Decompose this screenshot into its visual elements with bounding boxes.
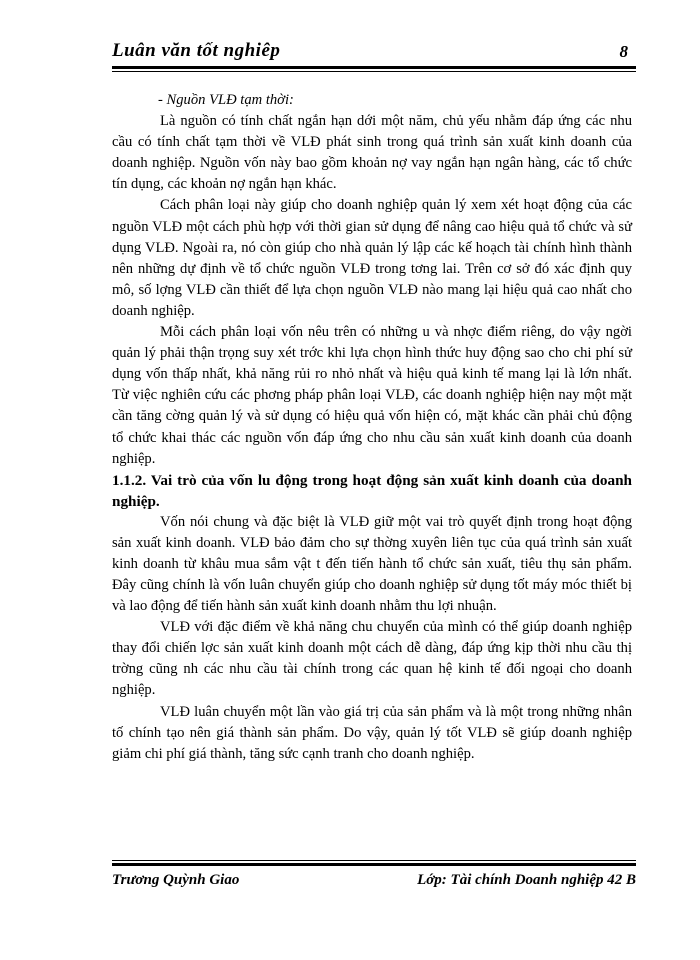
section-heading: 1.1.2. Vai trò của vốn lu động trong hoạt động sản xuất kinh doanh của doanh nghiệp.: [112, 471, 632, 510]
page-header: [112, 40, 632, 66]
footer-class: Lớp: Tài chính Doanh nghiệp 42 B: [417, 872, 636, 888]
paragraph: Cách phân loại này giúp cho doanh nghiệp quản lý xem xét hoạt động của các nguồn VLĐ một cách phù hợp với thời gian sử dụng để nâng cao hiệu quả tổ chức và sử dụng VLĐ. Ngoài ra, nó còn giúp cho nhà quản lý lập các kế hoạch tài chính hình thành nên những dự định về tổ chức nguồn VLĐ trong tơng lai. Trên cơ sở đó xác định quy mô, số lợng VLĐ cần thiết để lựa chọn nguồn VLĐ nào mang lại hiệu quả cao nhất cho doanh nghiệp.: [112, 197, 632, 319]
document-body: [112, 90, 632, 765]
bullet-heading: - Nguồn VLĐ tạm thời:: [158, 92, 294, 108]
paragraph: VLĐ luân chuyển một lần vào giá trị của sản phẩm và là một trong những nhân tố chính tạo nên giá thành sản phẩm. Do vậy, quản lý tốt VLĐ sẽ giúp doanh nghiệp giảm chi phí giá thành, tăng sức cạnh tranh cho doanh nghiệp.: [112, 703, 632, 762]
footer-author: Trương Quỳnh Giao: [112, 872, 240, 888]
page-footer: [112, 872, 636, 896]
header-title: Luân văn tốt nghiêp: [112, 40, 281, 61]
paragraph: Mỗi cách phân loại vốn nêu trên có những u và nhợc điểm riêng, do vậy ngời quản lý phải thận trọng suy xét trớc khi lựa chọn hình thức huy động sao cho chi phí sử dụng vốn thấp nhất, khả năng rủi ro nhỏ nhất và hiệu quả kinh tế mang lại là lớn nhất. Từ việc nghiên cứu các phơng pháp phân loại VLĐ, các doanh nghiệp hiện nay một mặt cần tăng cờng quản lý và sử dụng có hiệu quả vốn hiện có, mặt khác cần phải chủ động tổ chức khai thác các nguồn vốn đáp ứng cho nhu cầu sản xuất kinh doanh của doanh nghiệp.: [112, 324, 632, 467]
footer-rule: [112, 860, 636, 866]
paragraph: VLĐ với đặc điểm về khả năng chu chuyển của mình có thể giúp doanh nghiệp thay đổi chiến lợc sản xuất kinh doanh một cách dễ dàng, đáp ứng kịp thời nhu cầu thị trờng cũng nh các nhu cầu tài chính trong các quan hệ kinh tế đối ngoại cho doanh nghiệp.: [112, 619, 632, 699]
paragraph: Vốn nói chung và đặc biệt là VLĐ giữ một vai trò quyết định trong hoạt động sản xuất kinh doanh. VLĐ bảo đảm cho sự thờng xuyên liên tục của quá trình sản xuất kinh doanh từ khâu mua sắm vật t đến tiến hành tổ chức sản xuất, tiêu thụ sản phẩm. Đây cũng chính là vốn luân chuyển giúp cho doanh nghiệp sử dụng tốt máy móc thiết bị và lao động để tiến hành sản xuất kinh doanh nhằm thu lợi nhuận.: [112, 513, 632, 615]
header-rule: [112, 66, 636, 72]
page-number: 8: [619, 42, 628, 61]
paragraph: Là nguồn có tính chất ngắn hạn dới một năm, chủ yếu nhằm đáp ứng các nhu cầu có tính chất tạm thời về VLĐ phát sinh trong quá trình sản xuất kinh doanh của doanh nghiệp. Nguồn vốn này bao gồm khoản nợ vay ngắn hạn ngân hàng, các tổ chức tín dụng, các khoản nợ ngắn hạn khác.: [112, 113, 632, 193]
